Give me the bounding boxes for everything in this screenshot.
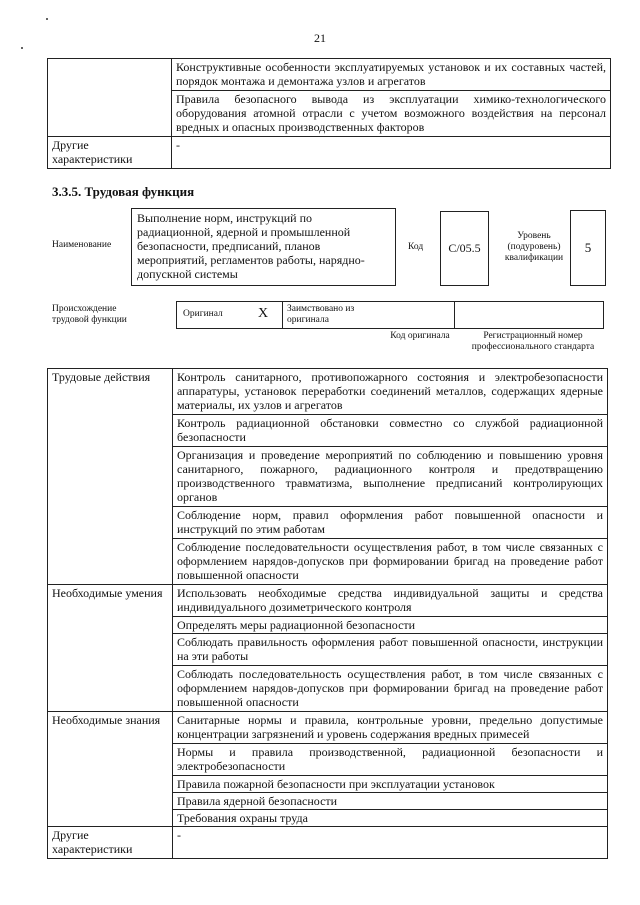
table-row	[48, 59, 611, 91]
reg-caption: Регистрационный номер профессионального стандарта	[471, 331, 595, 352]
row-item: Правила ядерной безопасности	[173, 793, 608, 810]
row-label: Другие характеристики	[48, 137, 172, 169]
table-row	[48, 369, 608, 415]
table-row	[48, 712, 608, 744]
row-item: -	[172, 137, 611, 169]
origin-label: Происхождение трудовой функции	[52, 304, 127, 325]
row-item: Соблюдение последовательности осуществления работ, в том числе связанных с оформлением нарядов-допусков при формировании бригад на проведение работ повышенной опасности	[173, 539, 608, 585]
row-item: Соблюдать правильность оформления работ повышенной опасности, инструкции на эти работы	[173, 634, 608, 666]
level-value: 5	[584, 240, 592, 255]
original-label: Оригинал	[183, 309, 223, 319]
scan-speck	[21, 47, 23, 49]
row-label: Необходимые умения	[48, 585, 173, 712]
row-item: Организация и проведение мероприятий по соблюдению и повышению уровня санитарного, пожарного, радиационного контроля и предотвращению производственного травматизма, выполнение предписаний контролирующих органов	[173, 447, 608, 507]
row-item: Нормы и правила производственной, радиационной безопасности и электробезопасности	[173, 744, 608, 776]
code-value: C/05.5	[448, 241, 481, 255]
page-number: 21	[314, 31, 326, 45]
row-item: Правила пожарной безопасности при эксплуатации установок	[173, 776, 608, 793]
code-label: Код	[408, 242, 424, 252]
origin-divider	[454, 301, 455, 329]
name-label: Наименование	[52, 240, 112, 250]
row-item: Соблюдение норм, правил оформления работ повышенной опасности и инструкций по этим работам	[173, 507, 608, 539]
origin-box	[176, 301, 604, 329]
code-caption: Код оригинала	[390, 331, 450, 341]
table-row	[48, 585, 608, 617]
section-title: 3.3.5. Трудовая функция	[52, 184, 195, 199]
row-item: Контроль санитарного, противопожарного состояния и электробезопасности аппаратуры, установок переработки соединений металлов, содержащих ядерные материалы, их узлов и агрегатов	[173, 369, 608, 415]
row-label: Необходимые знания	[48, 712, 173, 827]
name-value: Выполнение норм, инструкций по радиационной, ядерной и промышленной безопасности, предписаний, планов мероприятий, регламентов работы, нарядно-допускной системы	[131, 208, 396, 286]
row-item: Конструктивные особенности эксплуатируемых установок и их составных частей, порядок монтажа и демонтажа узлов и агрегатов	[172, 59, 611, 91]
row-item: Использовать необходимые средства индивидуальной защиты и средства индивидуального дозиметрического контроля	[173, 585, 608, 617]
row-item: Контроль радиационной обстановки совместно со службой радиационной безопасности	[173, 415, 608, 447]
row-item: Санитарные нормы и правила, контрольные уровни, предельно допустимые концентрации загрязнений и уровень содержания вредных примесей	[173, 712, 608, 744]
main-table	[47, 368, 608, 859]
row-label: Другие характеристики	[48, 827, 173, 859]
row-label	[48, 59, 172, 137]
row-item: Правила безопасного вывода из эксплуатации химико-технологического оборудования атомной отрасли с учетом возможного воздействия на персонал вредных и опасных производственных факторов	[172, 91, 611, 137]
row-label: Трудовые действия	[48, 369, 173, 585]
scan-speck	[46, 18, 48, 20]
row-item: Требования охраны труда	[173, 810, 608, 827]
top-table	[47, 58, 611, 169]
borrowed-label: Заимствовано из оригинала	[287, 304, 355, 325]
level-label: Уровень (подуровень) квалификации	[504, 231, 564, 263]
table-row	[48, 137, 611, 169]
row-item: -	[173, 827, 608, 859]
origin-divider	[282, 301, 283, 329]
original-mark: X	[258, 306, 269, 321]
row-item: Соблюдать последовательность осуществления работ, в том числе связанных с оформлением нарядов-допусков при формировании бригад на проведение работ повышенной опасности	[173, 666, 608, 712]
table-row	[48, 827, 608, 859]
row-item: Определять меры радиационной безопасности	[173, 617, 608, 634]
